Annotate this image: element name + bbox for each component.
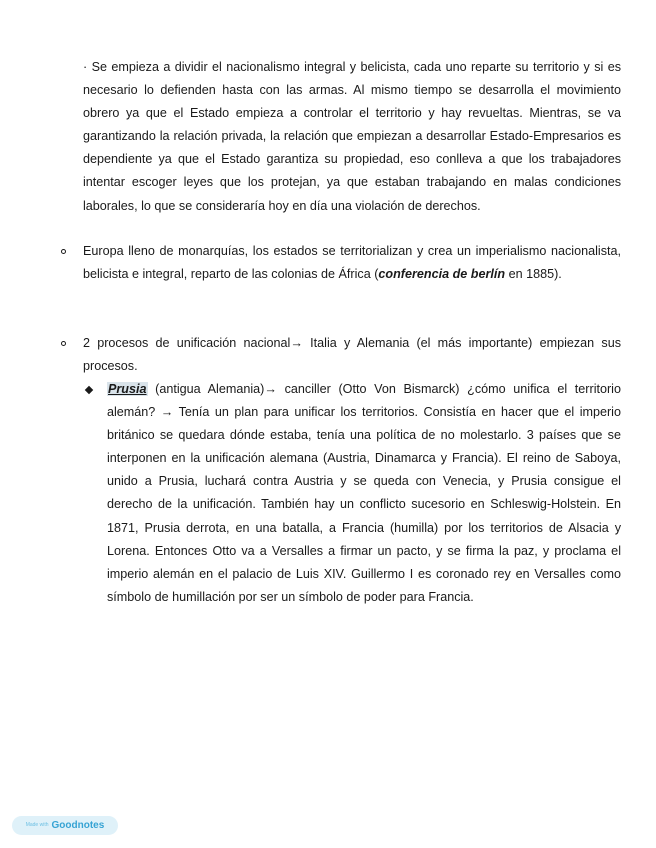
paragraph-europe <box>83 240 621 286</box>
paragraph-europe-text: Europa lleno de monarquías, los estados se territorializan y crea un imperialismo nacionalista, belicista e integral, reparto de las colonias de África ( <box>83 244 621 282</box>
made-with-goodnotes-badge[interactable] <box>12 816 118 835</box>
diamond-bullet-icon <box>85 386 93 394</box>
prusia-highlight: Prusia <box>108 382 147 396</box>
circle-bullet-icon <box>61 249 66 254</box>
conference-emphasis: conferencia de berlín <box>378 267 506 282</box>
circle-bullet-icon <box>61 341 66 346</box>
paragraph-unification-text: 2 procesos de unificación nacional→ Italia y Alemania (el más importante) empiezan sus procesos. <box>83 336 621 374</box>
paragraph-unification <box>83 332 621 378</box>
paragraph-nationalism <box>83 56 621 218</box>
paragraph-prusia-text: (antigua Alemania)→ canciller (Otto Von Bismarck) ¿cómo unifica el territorio alemán? → Tenía un plan para unificar los territorios. Consistía en hacer que el imperio británico se quedara dónde estaba, tenía una política de no molestarlo. 3 países que se interponen en la unificación alemana (Austria, Dinamarca y Francia). El reino de Saboya, unido a Prusia, luchará contra Austria y se queda con Venecia, y Prusia consigue el derecho de la unificación. También hay un conflicto sucesorio en Schleswig-Holstein. En 1871, Prusia derrota, en una batalla, a Francia (humilla) por los territorios de Alsacia y Lorena. Entonces Otto va a Versalles a firmar un pacto, y se firma la paz, y proclama el imperio alemán en el palacio de Luis XIV. Guillermo I es coronado rey en Versalles como símbolo de humillación por ser un símbolo de poder para Francia. <box>107 382 621 604</box>
badge-small-text: Made with <box>25 822 49 828</box>
goodnotes-logo-text: Goodnotes <box>51 819 105 831</box>
paragraph-nationalism-text: · Se empieza a dividir el nacionalismo integral y belicista, cada uno reparte su territorio y si es necesario lo defienden hasta con las armas. Al mismo tiempo se desarrolla el movimiento obrero ya que el Estado empieza a controlar el territorio y hay revueltas. Mientras, se va garantizando la relación privada, la relación que empiezan a desarrollar Estado-Empresarios es dependiente ya que el Estado garantiza su propiedad, eso conlleva a que los trabajadores intentar escoger leyes que los protejan, ya que estaban trabajando en malas condiciones laborales, lo que se consideraría hoy en día una violación de derechos. <box>83 60 621 213</box>
paragraph-europe-text-end: en 1885). <box>505 267 562 282</box>
paragraph-prusia <box>107 378 621 609</box>
